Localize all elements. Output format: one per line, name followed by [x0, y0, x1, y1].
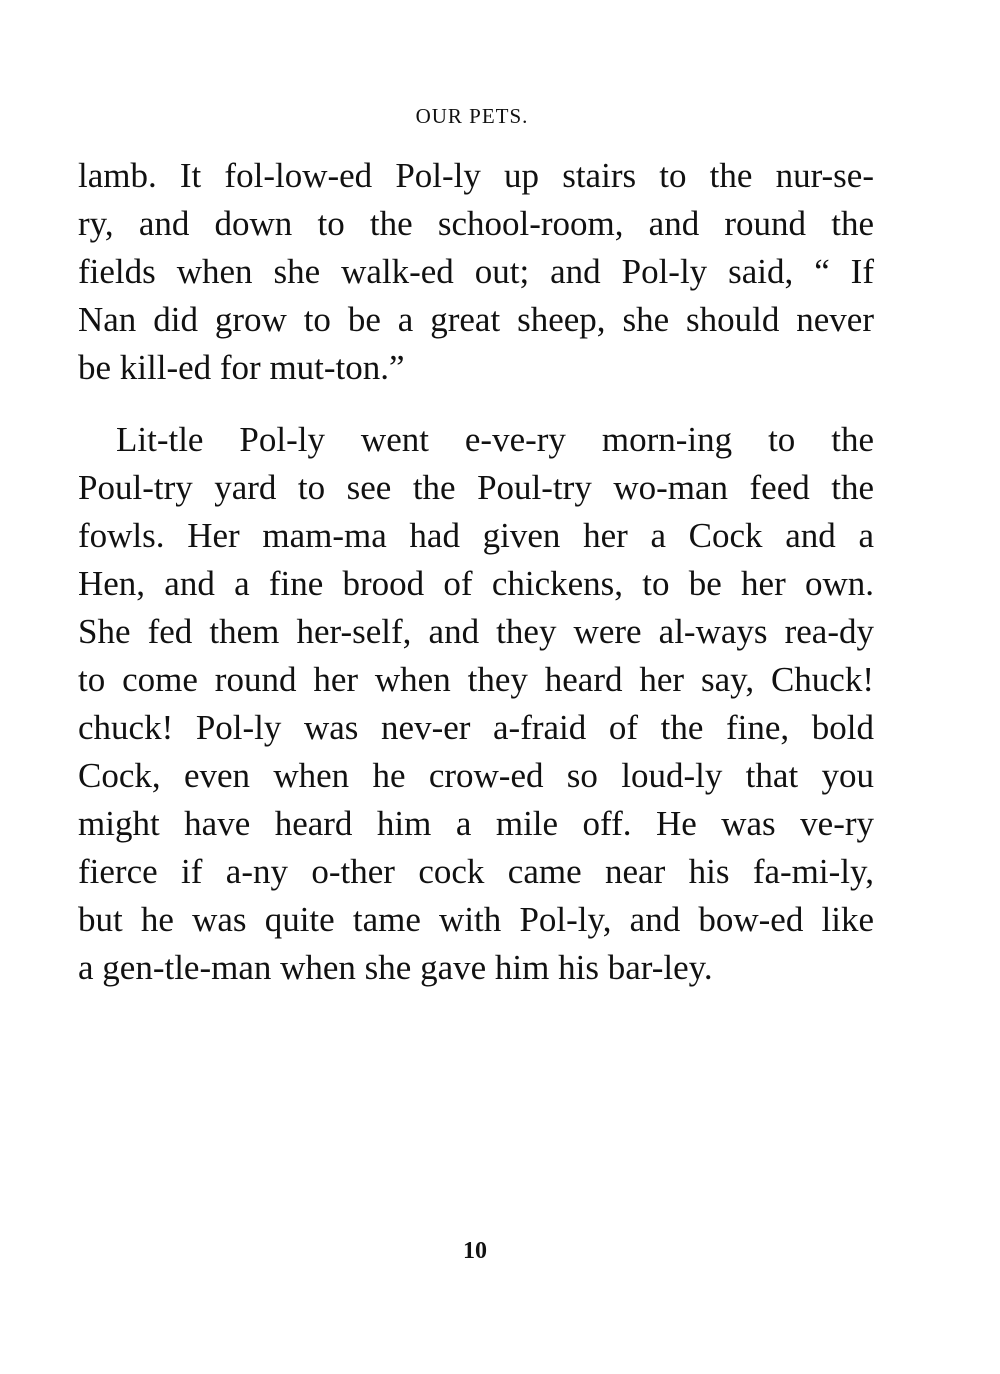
text-line: Lit-tle Pol-ly went e-ve-ry morn-ing to the	[116, 420, 874, 459]
text-line: be kill-ed for mut-ton.”	[78, 348, 405, 387]
text-line: Nan did grow to be a great sheep, she should never	[78, 300, 874, 339]
text-line: fowls. Her mam-ma had given her a Cock and a	[78, 516, 874, 555]
text-line: lamb. It fol-low-ed Pol-ly up stairs to the nur-se-	[78, 156, 874, 195]
paragraph-2	[78, 416, 874, 992]
text-line: to come round her when they heard her say, Chuck!	[78, 660, 874, 699]
text-line: might have heard him a mile off. He was ve-ry	[78, 804, 874, 843]
text-line: fierce if a-ny o-ther cock came near his fa-mi-ly,	[78, 852, 874, 891]
text-line: Hen, and a fine brood of chickens, to be her own.	[78, 564, 874, 603]
text-line: fields when she walk-ed out; and Pol-ly said, “ If	[78, 252, 874, 291]
text-line: Poul-try yard to see the Poul-try wo-man feed the	[78, 468, 874, 507]
text-line: Cock, even when he crow-ed so loud-ly that you	[78, 756, 874, 795]
text-line: but he was quite tame with Pol-ly, and bow-ed like	[78, 900, 874, 939]
running-head: OUR PETS.	[415, 104, 529, 128]
text-line: She fed them her-self, and they were al-ways rea-dy	[78, 612, 874, 651]
text-line: ry, and down to the school-room, and round the	[78, 204, 874, 243]
text-line: a gen-tle-man when she gave him his bar-ley.	[78, 948, 713, 987]
paragraph-1	[78, 152, 874, 392]
text-line: chuck! Pol-ly was nev-er a-fraid of the fine, bold	[78, 708, 874, 747]
page-number: 10	[463, 1238, 487, 1264]
